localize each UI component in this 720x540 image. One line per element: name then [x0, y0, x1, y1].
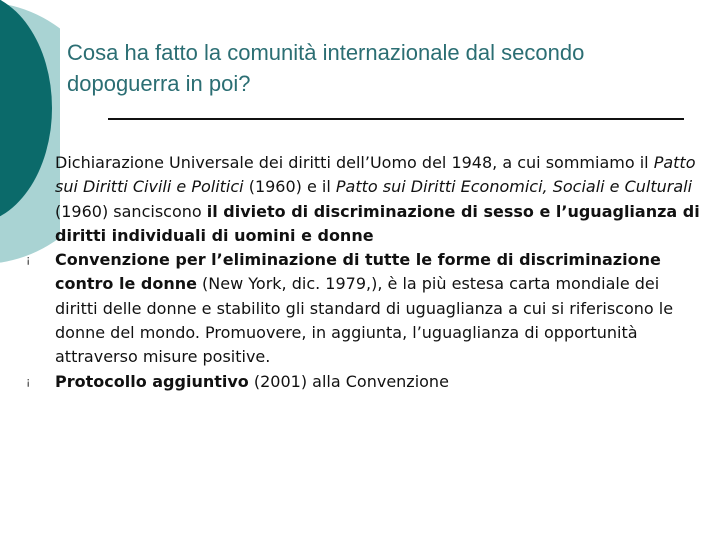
- divieto-emphasis-text: il divieto di discriminazione di sesso e l’uguaglianza di diritti individuali di uomini e donne: [55, 201, 700, 245]
- bullet-text: (2001) alla Convenzione: [248, 371, 449, 391]
- protocollo-title-text: Protocollo aggiuntivo: [55, 371, 249, 391]
- bullet-item-convenzione: [24, 248, 704, 369]
- bullet-marker-icon: ¡: [26, 253, 31, 267]
- bullet-item-dichiarazione: [24, 151, 704, 248]
- bullet-text: (1960) e il: [243, 177, 336, 197]
- slide-title: Cosa ha fatto la comunità internazionale dal secondo dopoguerra in poi?: [67, 40, 585, 96]
- title-underline: [108, 118, 684, 120]
- bullet-list: [24, 151, 704, 394]
- bullet-text: (1960) sanciscono: [55, 201, 207, 221]
- bullet-text: (New York, dic. 1979,), è la più estesa carta mondiale dei diritti delle donne e stabilito gli standard di uguaglianza a cui si riferiscono le donne del mondo. Promuovere, in aggiunta, l’uguaglianza di opportunità attraverso misure positive.: [55, 274, 674, 367]
- bullet-marker-icon: ¡: [26, 374, 31, 388]
- patto-economici-text: Patto sui Diritti Economici, Sociali e Culturali: [335, 177, 693, 197]
- convenzione-title-text: Convenzione per l’eliminazione di tutte le forme di discriminazione contro le donne: [55, 250, 661, 294]
- patto-civili-text: Patto sui Diritti Civili e Politici: [55, 153, 696, 197]
- bullet-item-protocollo: [24, 370, 704, 394]
- bullet-text: Dichiarazione Universale dei diritti dell’Uomo del 1948, a cui sommiamo il: [55, 153, 654, 172]
